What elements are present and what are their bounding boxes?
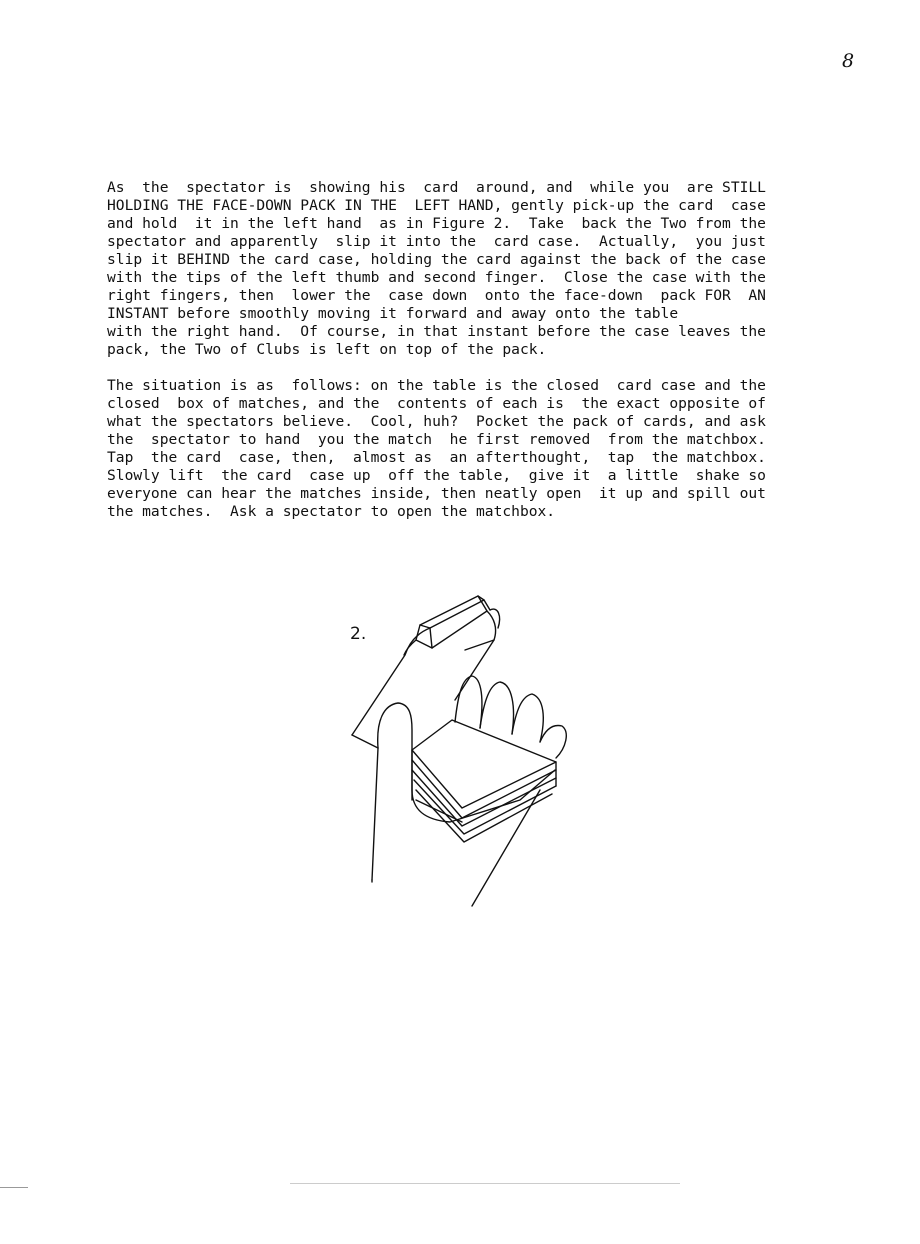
page-number: 8 <box>842 50 855 72</box>
text-line: pack, the Two of Clubs is left on top of the pack. <box>107 341 547 358</box>
text-line: everyone can hear the matches inside, then neatly open it up and spill out <box>107 485 766 502</box>
card-pack-drawing <box>412 720 556 842</box>
figure-label: 2. <box>350 624 367 644</box>
text-line: and hold it in the left hand as in Figure 2. Take back the Two from the <box>107 215 766 232</box>
text-line: INSTANT before smoothly moving it forward and away onto the table <box>107 305 679 322</box>
text-line: slip it BEHIND the card case, holding the card against the back of the case <box>107 251 766 268</box>
text-line: As the spectator is showing his card around, and while you are STILL <box>107 179 766 196</box>
text-line: what the spectators believe. Cool, huh? Pocket the pack of cards, and ask <box>107 413 766 430</box>
text-line: Slowly lift the card case up off the table, give it a little shake so <box>107 467 766 484</box>
text-line: Tap the card case, then, almost as an afterthought, tap the matchbox. <box>107 449 766 466</box>
right-hand-drawing <box>352 609 500 735</box>
left-hand-drawing <box>352 676 566 906</box>
paragraph-2 <box>107 377 766 521</box>
bottom-rule-left <box>0 1187 28 1188</box>
card-case-drawing <box>416 596 490 648</box>
text-line: The situation is as follows: on the table is the closed card case and the <box>107 377 766 394</box>
text-line: the matches. Ask a spectator to open the matchbox. <box>107 503 556 520</box>
text-line: closed box of matches, and the contents of each is the exact opposite of <box>107 395 766 412</box>
text-line: with the tips of the left thumb and second finger. Close the case with the <box>107 269 766 286</box>
text-line: the spectator to hand you the match he first removed from the matchbox. <box>107 431 766 448</box>
text-line: HOLDING THE FACE-DOWN PACK IN THE LEFT HAND, gently pick-up the card case <box>107 197 766 214</box>
text-line: spectator and apparently slip it into the card case. Actually, you just <box>107 233 766 250</box>
hand-holding-pack-illustration <box>330 580 590 920</box>
text-line: with the right hand. Of course, in that instant before the case leaves the <box>107 323 766 340</box>
paragraph-1 <box>107 179 766 359</box>
text-line: right fingers, then lower the case down onto the face-down pack FOR AN <box>107 287 766 304</box>
bottom-rule-right <box>290 1183 680 1184</box>
